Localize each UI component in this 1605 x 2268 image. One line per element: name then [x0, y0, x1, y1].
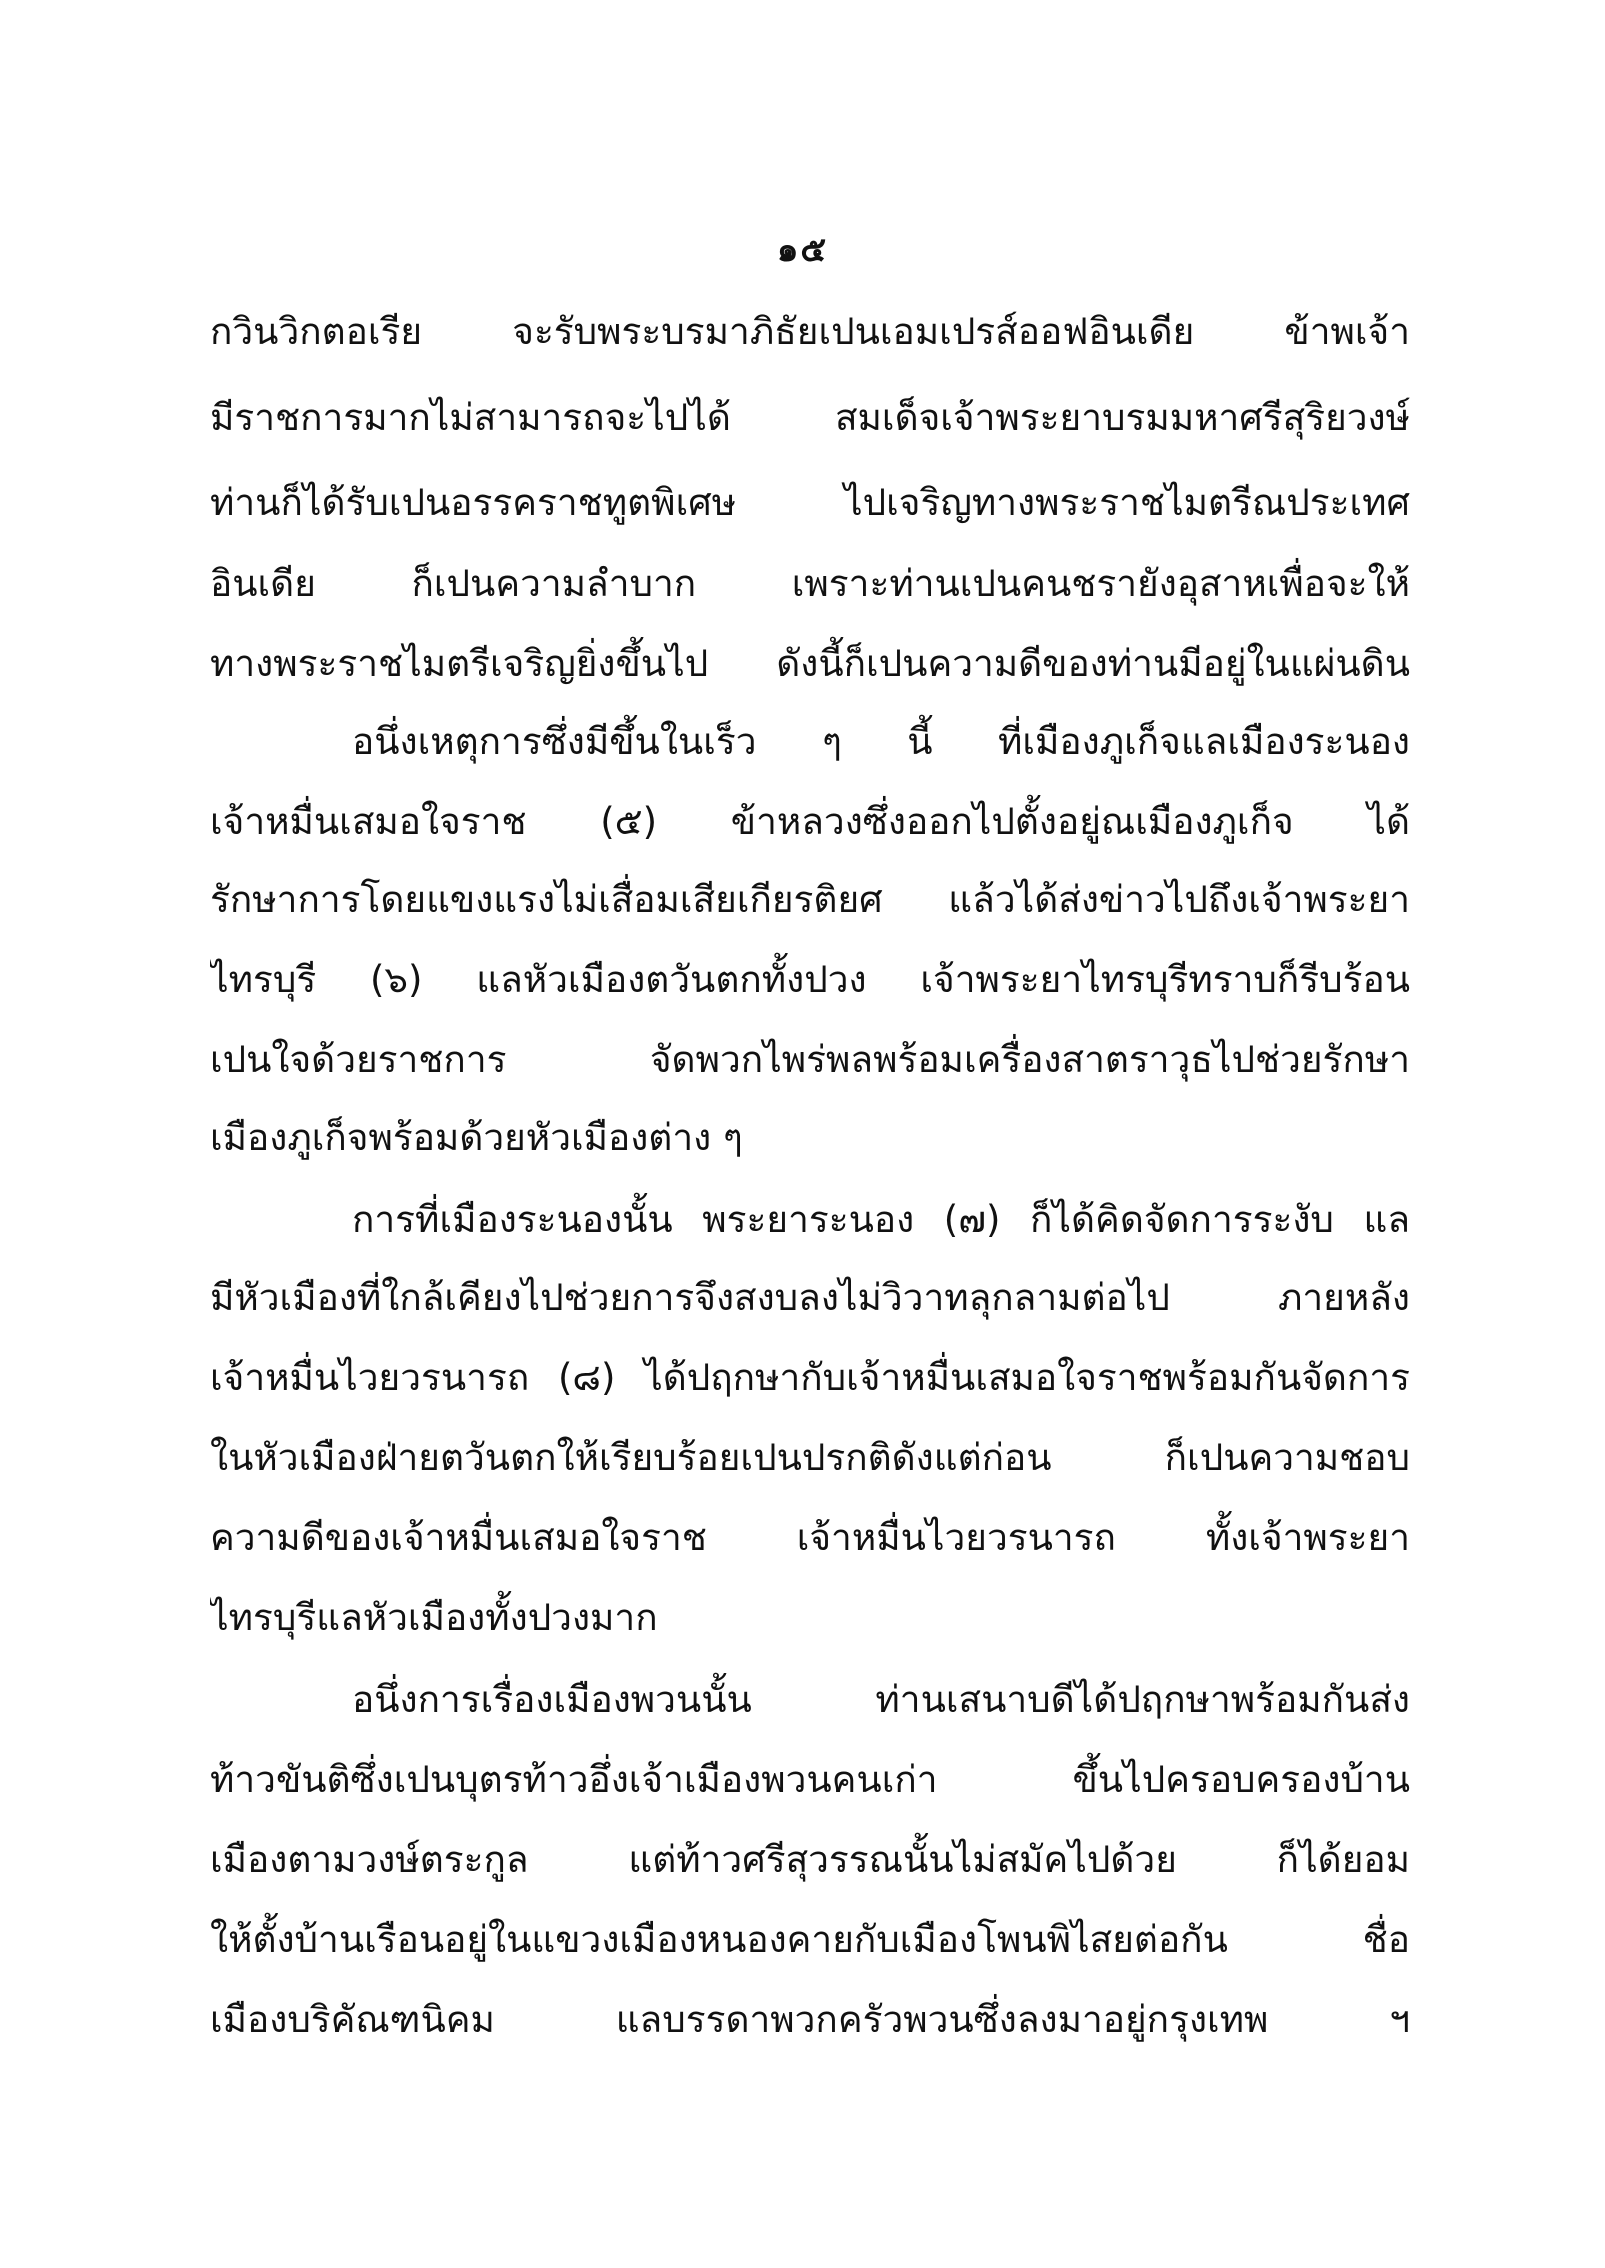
- text-line: เมืองตามวงษ์ตระกูล แต่ท้าวศรีสุวรรณนั้นไม่สมัคไปด้วย ก็ได้ยอม: [210, 1838, 1410, 1881]
- text-line: เจ้าหมื่นไวยวรนารถ (๘) ได้ปฤกษากับเจ้าหมื่นเสมอใจราชพร้อมกันจัดการ: [210, 1356, 1410, 1399]
- text-line: อินเดีย ก็เปนความลำบาก เพราะท่านเปนคนชรายังอุสาหเพื่อจะให้: [210, 562, 1410, 605]
- paragraph-end-line: เมืองภูเก็จพร้อมด้วยหัวเมืองต่าง ๆ: [210, 1116, 743, 1159]
- text-line: ให้ตั้งบ้านเรือนอยู่ในแขวงเมืองหนองคายกับเมืองโพนพิไสยต่อกัน ชื่อ: [210, 1918, 1410, 1961]
- paragraph-start-line: การที่เมืองระนองนั้น พระยาระนอง (๗) ก็ได้คิดจัดการระงับ แล: [352, 1198, 1410, 1241]
- text-line: เปนใจด้วยราชการ จัดพวกไพร่พลพร้อมเครื่องสาตราวุธไปช่วยรักษา: [210, 1038, 1410, 1081]
- paragraph-end-line: ไทรบุรีแลหัวเมืองทั้งปวงมาก: [210, 1596, 658, 1639]
- text-line: ไทรบุรี (๖) แลหัวเมืองตวันตกทั้งปวง เจ้าพระยาไทรบุรีทราบก็รีบร้อน: [210, 958, 1410, 1001]
- text-line: ท้าวขันติซึ่งเปนบุตรท้าวอึ่งเจ้าเมืองพวนคนเก่า ขึ้นไปครอบครองบ้าน: [210, 1758, 1410, 1801]
- text-line: ทางพระราชไมตรีเจริญยิ่งขึ้นไป ดังนี้ก็เปนความดีของท่านมีอยู่ในแผ่นดิน: [210, 642, 1410, 685]
- text-line: ในหัวเมืองฝ่ายตวันตกให้เรียบร้อยเปนปรกติดังแต่ก่อน ก็เปนความชอบ: [210, 1436, 1410, 1479]
- text-line: กวินวิกตอเรีย จะรับพระบรมาภิธัยเปนเอมเปรส์ออฟอินเดีย ข้าพเจ้า: [210, 310, 1410, 353]
- text-line: ความดีของเจ้าหมื่นเสมอใจราช เจ้าหมื่นไวยวรนารถ ทั้งเจ้าพระยา: [210, 1516, 1410, 1559]
- text-line: ท่านก็ได้รับเปนอรรคราชทูตพิเศษ ไปเจริญทางพระราชไมตรีณประเทศ: [210, 481, 1410, 524]
- text-line: มีหัวเมืองที่ใกล้เคียงไปช่วยการจึงสงบลงไม่วิวาทลุกลามต่อไป ภายหลัง: [210, 1276, 1410, 1319]
- text-line: เจ้าหมื่นเสมอใจราช (๕) ข้าหลวงซึ่งออกไปตั้งอยู่ณเมืองภูเก็จ ได้: [210, 800, 1410, 843]
- page-number: ๑๕: [776, 230, 829, 270]
- paragraph-start-line: อนึ่งเหตุการซึ่งมีขึ้นในเร็ว ๆ นี้ ที่เมืองภูเก็จแลเมืองระนอง: [352, 720, 1410, 763]
- paragraph-start-line: อนึ่งการเรื่องเมืองพวนนั้น ท่านเสนาบดีได้ปฤกษาพร้อมกันส่ง: [352, 1678, 1410, 1721]
- text-line: รักษาการโดยแขงแรงไม่เสื่อมเสียเกียรติยศ แล้วได้ส่งข่าวไปถึงเจ้าพระยา: [210, 878, 1410, 921]
- text-line: เมืองบริคัณฑนิคม แลบรรดาพวกครัวพวนซึ่งลงมาอยู่กรุงเทพ ฯ: [210, 1998, 1410, 2041]
- text-line: มีราชการมากไม่สามารถจะไปได้ สมเด็จเจ้าพระยาบรมมหาศรีสุริยวงษ์: [210, 396, 1410, 439]
